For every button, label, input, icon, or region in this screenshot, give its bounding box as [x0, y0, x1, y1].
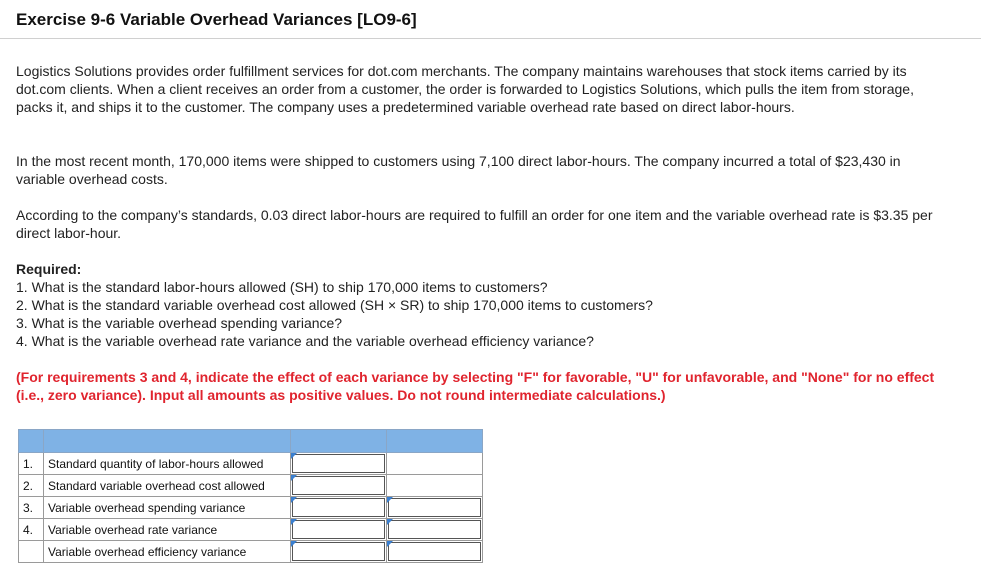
row-label: Standard quantity of labor-hours allowed: [44, 453, 291, 475]
input-marker-icon: [291, 453, 297, 459]
answer-row-1: [19, 453, 483, 475]
row-number: 1.: [19, 453, 44, 475]
exercise-title: Exercise 9-6 Variable Overhead Variances [LO9-6]: [16, 10, 417, 29]
scenario-paragraph-2: In the most recent month, 170,000 items were shipped to customers using 7,100 direct labor-hours. The company incurred a total of $23,430 in variable overhead costs.: [16, 153, 901, 187]
amount-input[interactable]: [291, 519, 387, 541]
row-label: Variable overhead efficiency variance: [44, 541, 291, 563]
row-label: Variable overhead spending variance: [44, 497, 291, 519]
answer-row-5: [19, 541, 483, 563]
effect-cell: [387, 475, 483, 497]
amount-input[interactable]: [291, 453, 387, 475]
answer-row-3: [19, 497, 483, 519]
row-number: 2.: [19, 475, 44, 497]
input-marker-icon: [291, 497, 297, 503]
input-marker-icon: [291, 519, 297, 525]
answer-table-header: [19, 430, 483, 453]
instructions-text: (For requirements 3 and 4, indicate the effect of each variance by selecting "F" for favorable, "U" for unfavorable, and "None" for no effect (i.e., zero variance). Input all amounts as positive values. Do not round intermediate calculations.): [16, 369, 935, 403]
answer-row-4: [19, 519, 483, 541]
required-item-4: 4. What is the variable overhead rate variance and the variable overhead efficiency variance?: [16, 333, 594, 349]
effect-select[interactable]: [387, 519, 483, 541]
dropdown-marker-icon: [387, 497, 393, 503]
scenario-paragraph-1: Logistics Solutions provides order fulfillment services for dot.com merchants. The company maintains warehouses that stock items carried by its dot.com clients. When a client receives an order from a customer, the order is forwarded to Logistics Solutions, which pulls the item from storage, packs it, and ships it to the customer. The company uses a predetermined variable overhead rate based on direct labor-hours.: [16, 63, 914, 115]
required-item-2: 2. What is the standard variable overhead cost allowed (SH × SR) to ship 170,000 items to customers?: [16, 297, 653, 313]
amount-input[interactable]: [291, 541, 387, 563]
required-list: [16, 278, 951, 350]
required-item-3: 3. What is the variable overhead spending variance?: [16, 315, 343, 331]
row-number: 4.: [19, 519, 44, 541]
effect-cell: [387, 453, 483, 475]
dropdown-marker-icon: [387, 519, 393, 525]
dropdown-marker-icon: [387, 541, 393, 547]
title-divider: [0, 38, 981, 39]
row-label: Standard variable overhead cost allowed: [44, 475, 291, 497]
answer-row-2: [19, 475, 483, 497]
amount-input[interactable]: [291, 475, 387, 497]
required-item-1: 1. What is the standard labor-hours allowed (SH) to ship 170,000 items to customers?: [16, 279, 548, 295]
required-heading: Required:: [16, 261, 82, 277]
row-number: 3.: [19, 497, 44, 519]
input-marker-icon: [291, 475, 297, 481]
row-number: [19, 541, 44, 563]
amount-input[interactable]: [291, 497, 387, 519]
effect-select[interactable]: [387, 541, 483, 563]
row-label: Variable overhead rate variance: [44, 519, 291, 541]
answer-table: [18, 429, 483, 563]
input-marker-icon: [291, 541, 297, 547]
scenario-paragraph-3: According to the company’s standards, 0.03 direct labor-hours are required to fulfill an order for one item and the variable overhead rate is $3.35 per direct labor-hour.: [16, 207, 933, 241]
effect-select[interactable]: [387, 497, 483, 519]
required-section: [16, 260, 951, 350]
